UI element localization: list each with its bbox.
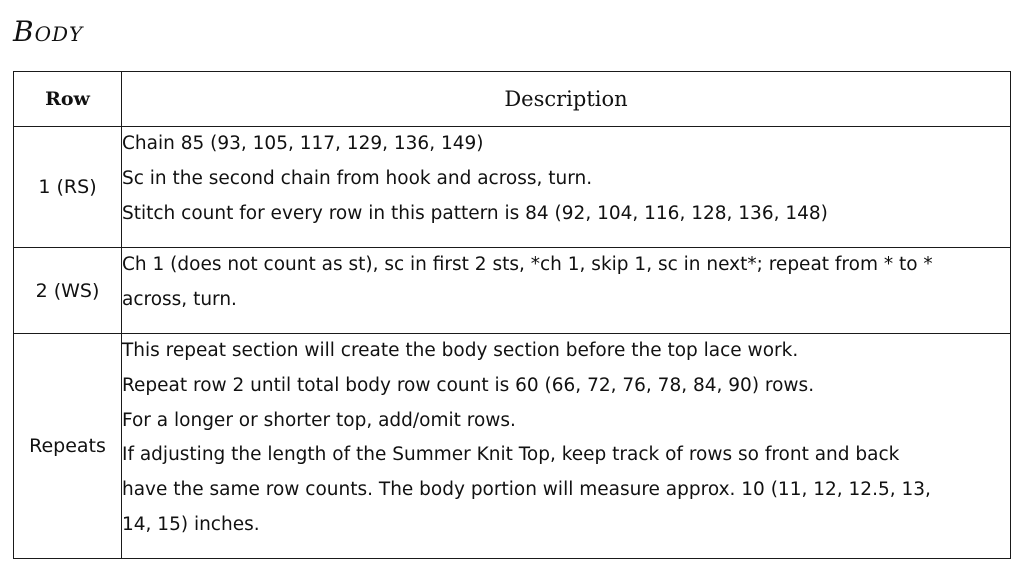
row-label: Repeats <box>14 334 122 559</box>
description-line: Stitch count for every row in this pattern is 84 (92, 104, 116, 128, 136, 148) <box>122 202 828 224</box>
description-line: have the same row counts. The body portion will measure approx. 10 (11, 12, 12.5, 13, <box>122 479 931 501</box>
column-header-description: Description <box>122 72 1011 127</box>
section-heading: Body <box>13 15 84 48</box>
description-line: Sc in the second chain from hook and across, turn. <box>122 167 593 189</box>
table-header-row <box>14 72 1011 127</box>
description-line: Ch 1 (does not count as st), sc in first 2 sts, *ch 1, skip 1, sc in next*; repeat from * to * <box>122 254 933 275</box>
description-line: across, turn. <box>122 288 237 310</box>
description-line: Repeat row 2 until total body row count is 60 (66, 72, 76, 78, 84, 90) rows. <box>122 374 815 396</box>
description-line: 14, 15) inches. <box>122 513 260 535</box>
row-description <box>122 248 1011 334</box>
row-description <box>122 127 1011 248</box>
column-header-row: Row <box>14 72 122 127</box>
description-line: Chain 85 (93, 105, 117, 129, 136, 149) <box>122 133 484 154</box>
row-label: 1 (RS) <box>14 127 122 248</box>
row-description <box>122 334 1011 559</box>
table-row <box>14 334 1011 559</box>
description-line: If adjusting the length of the Summer Knit Top, keep track of rows so front and back <box>122 444 900 466</box>
row-label: 2 (WS) <box>14 248 122 334</box>
table-row <box>14 127 1011 248</box>
description-line: For a longer or shorter top, add/omit rows. <box>122 409 516 431</box>
table-row <box>14 248 1011 334</box>
pattern-table <box>13 71 1011 559</box>
description-line: This repeat section will create the body section before the top lace work. <box>122 340 799 361</box>
